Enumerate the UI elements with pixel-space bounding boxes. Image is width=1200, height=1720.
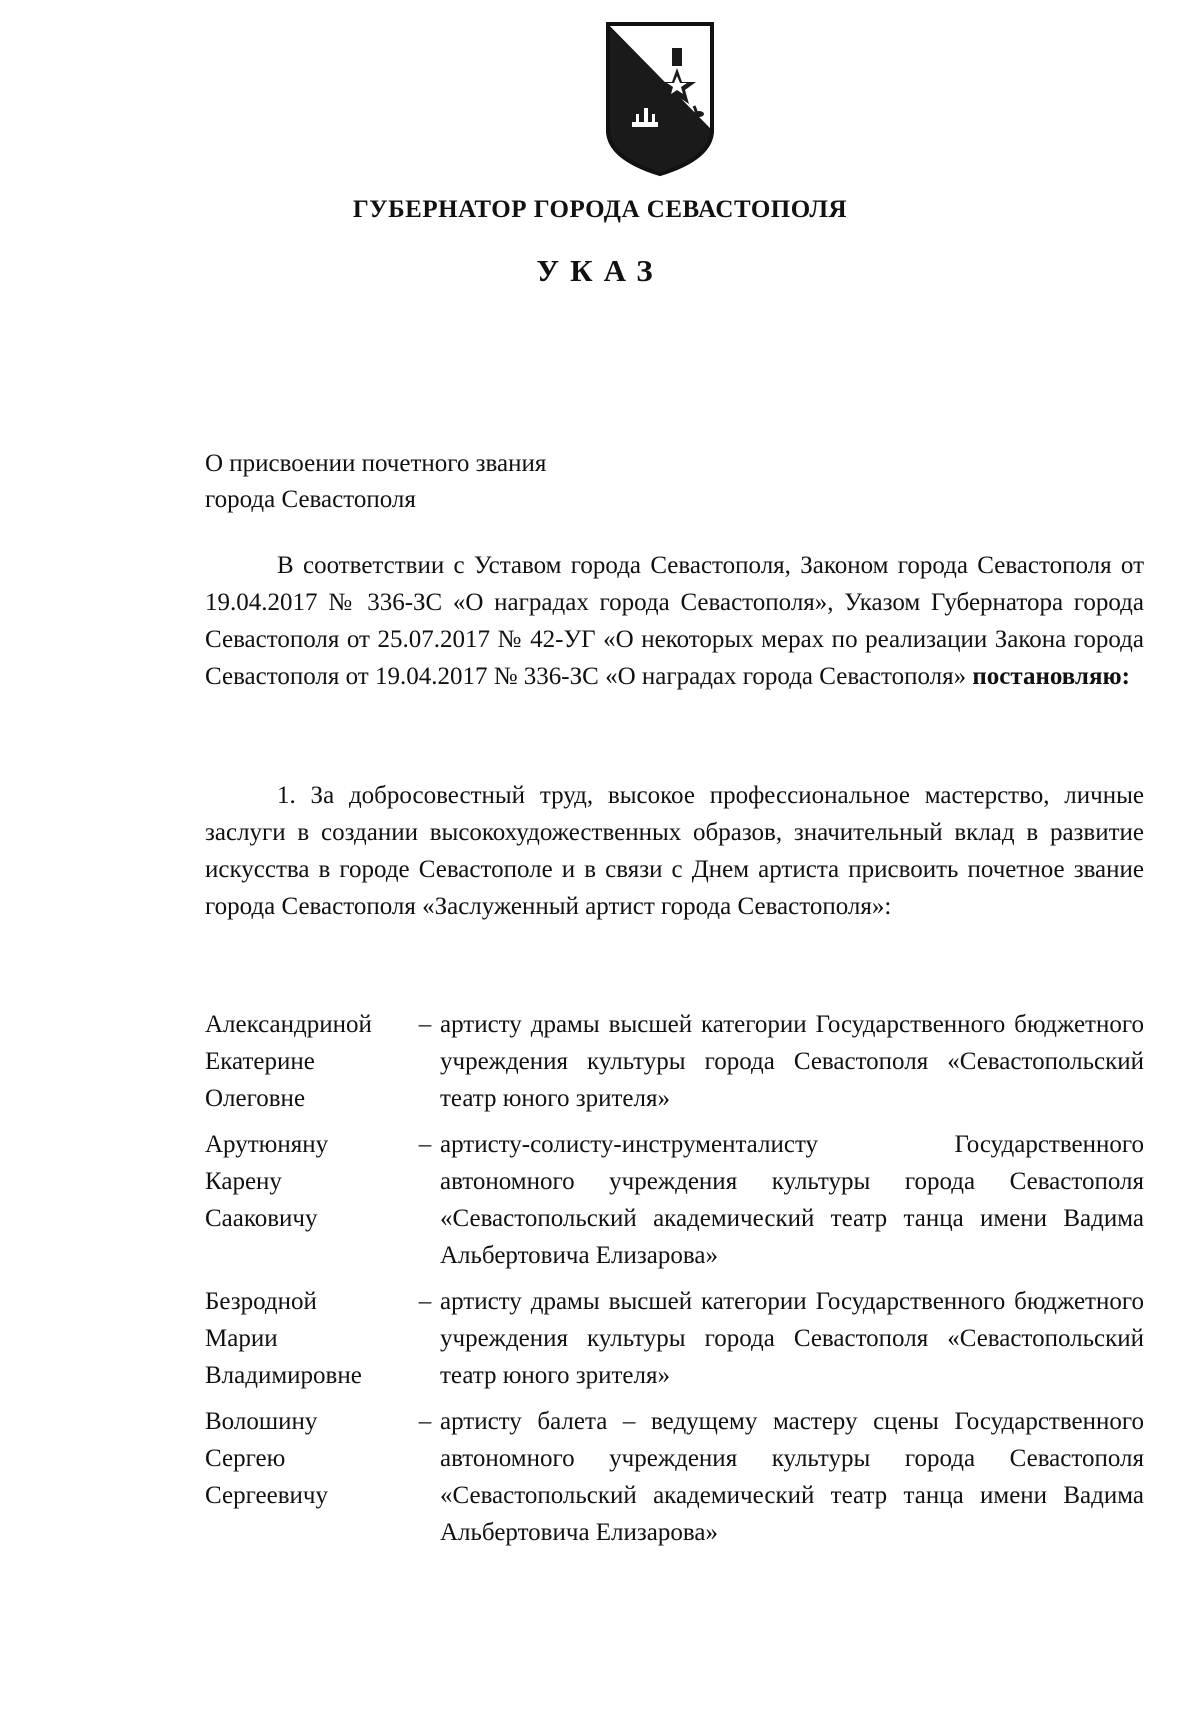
awardee-first-name: Марии	[205, 1325, 278, 1352]
decree-subject-line-1: О присвоении почетного звания	[205, 450, 547, 477]
awardee-surname: Арутюняну	[205, 1131, 329, 1158]
decree-subject	[205, 446, 546, 518]
decree-word: постановляю:	[972, 663, 1130, 690]
awardee-name	[205, 1403, 410, 1551]
item-1-paragraph: 1. За добросовестный труд, высокое профессиональное мастерство, личные заслуги в создании высокохудожественных образов, значительный вклад в развитие искусства в городе Севастополе и в связи с Днем артиста присвоить почетное звание города Севастополя «Заслуженный артист города Севастополя»:	[205, 782, 1144, 920]
awardee-surname: Волошину	[205, 1408, 318, 1435]
awardee-patronymic: Олеговне	[205, 1085, 306, 1112]
awardee-name	[205, 1006, 410, 1117]
awardee-dash: –	[418, 1011, 432, 1038]
awardee-name	[205, 1126, 410, 1274]
preamble-text: В соответствии с Уставом города Севастополя, Законом города Севастополя от 19.04.2017 № 336-ЗС «О наградах города Севастополя», Указом Губернатора города Севастополя от 25.07.2017 № 42-УГ «О некоторых мерах по реализации Закона города Севастополя от 19.04.2017 № 336-ЗС «О наградах города Севастополя»	[205, 552, 1144, 690]
awardee-description: артисту-солисту-инструменталисту Государственного автономного учреждения культуры города Севастополя «Севастопольский академический театр танца имени Вадима Альбертовича Елизарова»	[440, 1131, 1144, 1269]
awardee-description: артисту балета – ведущему мастеру сцены Государственного автономного учреждения культуры города Севастополя «Севастопольский академический театр танца имени Вадима Альбертовича Елизарова»	[440, 1408, 1144, 1546]
preamble-paragraph	[205, 547, 1144, 695]
awardee-description: артисту драмы высшей категории Государственного бюджетного учреждения культуры города Севастополя «Севастопольский театр юного зрителя»	[440, 1011, 1144, 1112]
awardee-patronymic: Владимировне	[205, 1362, 362, 1389]
awardee-dash: –	[418, 1131, 432, 1158]
awardee-row	[205, 1126, 1144, 1274]
document-type-title: УКАЗ	[536, 253, 664, 288]
awardee-surname: Александриной	[205, 1011, 372, 1038]
awardee-first-name: Екатерине	[205, 1048, 315, 1075]
awardee-row	[205, 1006, 1144, 1117]
awardee-row	[205, 1403, 1144, 1551]
awardee-patronymic: Сергеевичу	[205, 1482, 328, 1509]
awardee-patronymic: Сааковичу	[205, 1205, 318, 1232]
awardees-list	[205, 1006, 1144, 1560]
awardee-dash: –	[418, 1288, 432, 1315]
sevastopol-coat-of-arms-icon	[602, 18, 718, 180]
issuing-authority: ГУБЕРНАТОР ГОРОДА СЕВАСТОПОЛЯ	[352, 196, 848, 223]
awardee-description: артисту драмы высшей категории Государственного бюджетного учреждения культуры города Севастополя «Севастопольский театр юного зрителя»	[440, 1288, 1144, 1389]
awardee-name	[205, 1283, 410, 1394]
awardee-surname: Безродной	[205, 1288, 317, 1315]
decree-subject-line-2: города Севастополя	[205, 486, 416, 513]
awardee-row	[205, 1283, 1144, 1394]
awardee-first-name: Сергею	[205, 1445, 286, 1472]
awardee-first-name: Карену	[205, 1168, 282, 1195]
awardee-dash: –	[418, 1408, 432, 1435]
